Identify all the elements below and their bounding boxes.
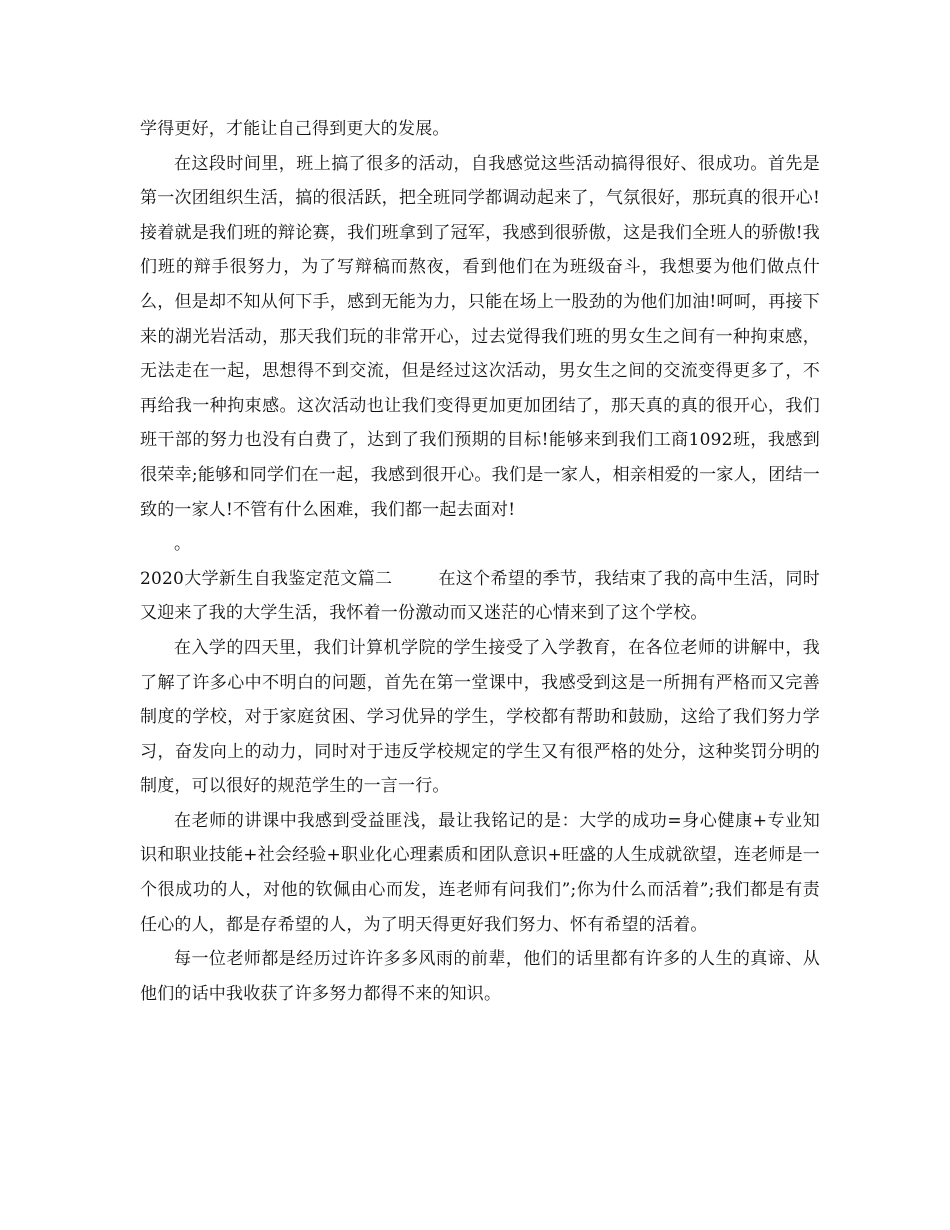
heading-gap (392, 569, 438, 589)
paragraph-lecture: 在老师的讲课中我感到受益匪浅，最让我铭记的是：大学的成功=身心健康+专业知识和职业技能+社会经验+职业化心理素质和团队意识+旺盛的人生成就欲望，连老师是一个很成功的人，对他的钦佩由心而发，连老师有问我们”;你为什么而活着”;我们都是有责任心的人，都是存希望的人，为了明天得更好我们努力、怀有希望的活着。 (140, 810, 820, 935)
paragraph-teachers: 每一位老师都是经历过许许多多风雨的前辈，他们的话里都有许多的人生的真谛、从他们的话中我收获了许多努力都得不来的知识。 (140, 949, 820, 1004)
paragraph-activities: 在这段时间里，班上搞了很多的活动，自我感觉这些活动搞得很好、很成功。首先是第一次团组织生活，搞的很活跃，把全班同学都调动起来了，气氛很好，那玩真的很开心!接着就是我们班的辩论赛，我们班拿到了冠军，我感到很骄傲，这是我们全班人的骄傲!我们班的辩手很努力，为了写辩稿而熬夜，看到他们在为班级奋斗，我想要为他们做点什么，但是却不知从何下手，感到无能为力，只能在场上一股劲的为他们加油!呵呵，再接下来的湖光岩活动，那天我们玩的非常开心，过去觉得我们班的男女生之间有一种拘束感，无法走在一起，思想得不到交流，但是经过这次活动，男女生之间的交流变得更多了，不再给我一种拘束感。这次活动也让我们变得更加更加团结了，那天真的真的很开心，我们班干部的努力也没有白费了，达到了我们预期的目标!能够来到我们工商1092班，我感到很荣幸;能够和同学们在一起，我感到很开心。我们是一家人，相亲相爱的一家人，团结一致的一家人!不管有什么困难，我们都一起去面对! (140, 153, 820, 520)
document-body (140, 112, 820, 1011)
paragraph-separator: 。 (174, 534, 192, 555)
section-two-text: 在这个希望的季节，我结束了我的高中生活，同时又迎来了我的大学生活，我怀着一份激动而又迷茫的心情来到了这个学校。 (140, 568, 820, 624)
paragraph-orientation: 在入学的四天里，我们计算机学院的学生接受了入学教育，在各位老师的讲解中，我了解了许多心中不明白的问题，首先在第一堂课中，我感受到这是一所拥有严格而又完善制度的学校，对于家庭贫困、学习优异的学生，学校都有帮助和鼓励，这给了我们努力学习，奋发向上的动力，同时对于违反学校规定的学生又有很严格的处分，这种奖罚分明的制度，可以很好的规范学生的一言一行。 (140, 637, 820, 797)
paragraph-section-two (140, 562, 820, 631)
section-heading: 2020大学新生自我鉴定范文篇二 (140, 568, 393, 589)
paragraph-continuation: 学得更好，才能让自己得到更大的发展。 (140, 119, 450, 139)
